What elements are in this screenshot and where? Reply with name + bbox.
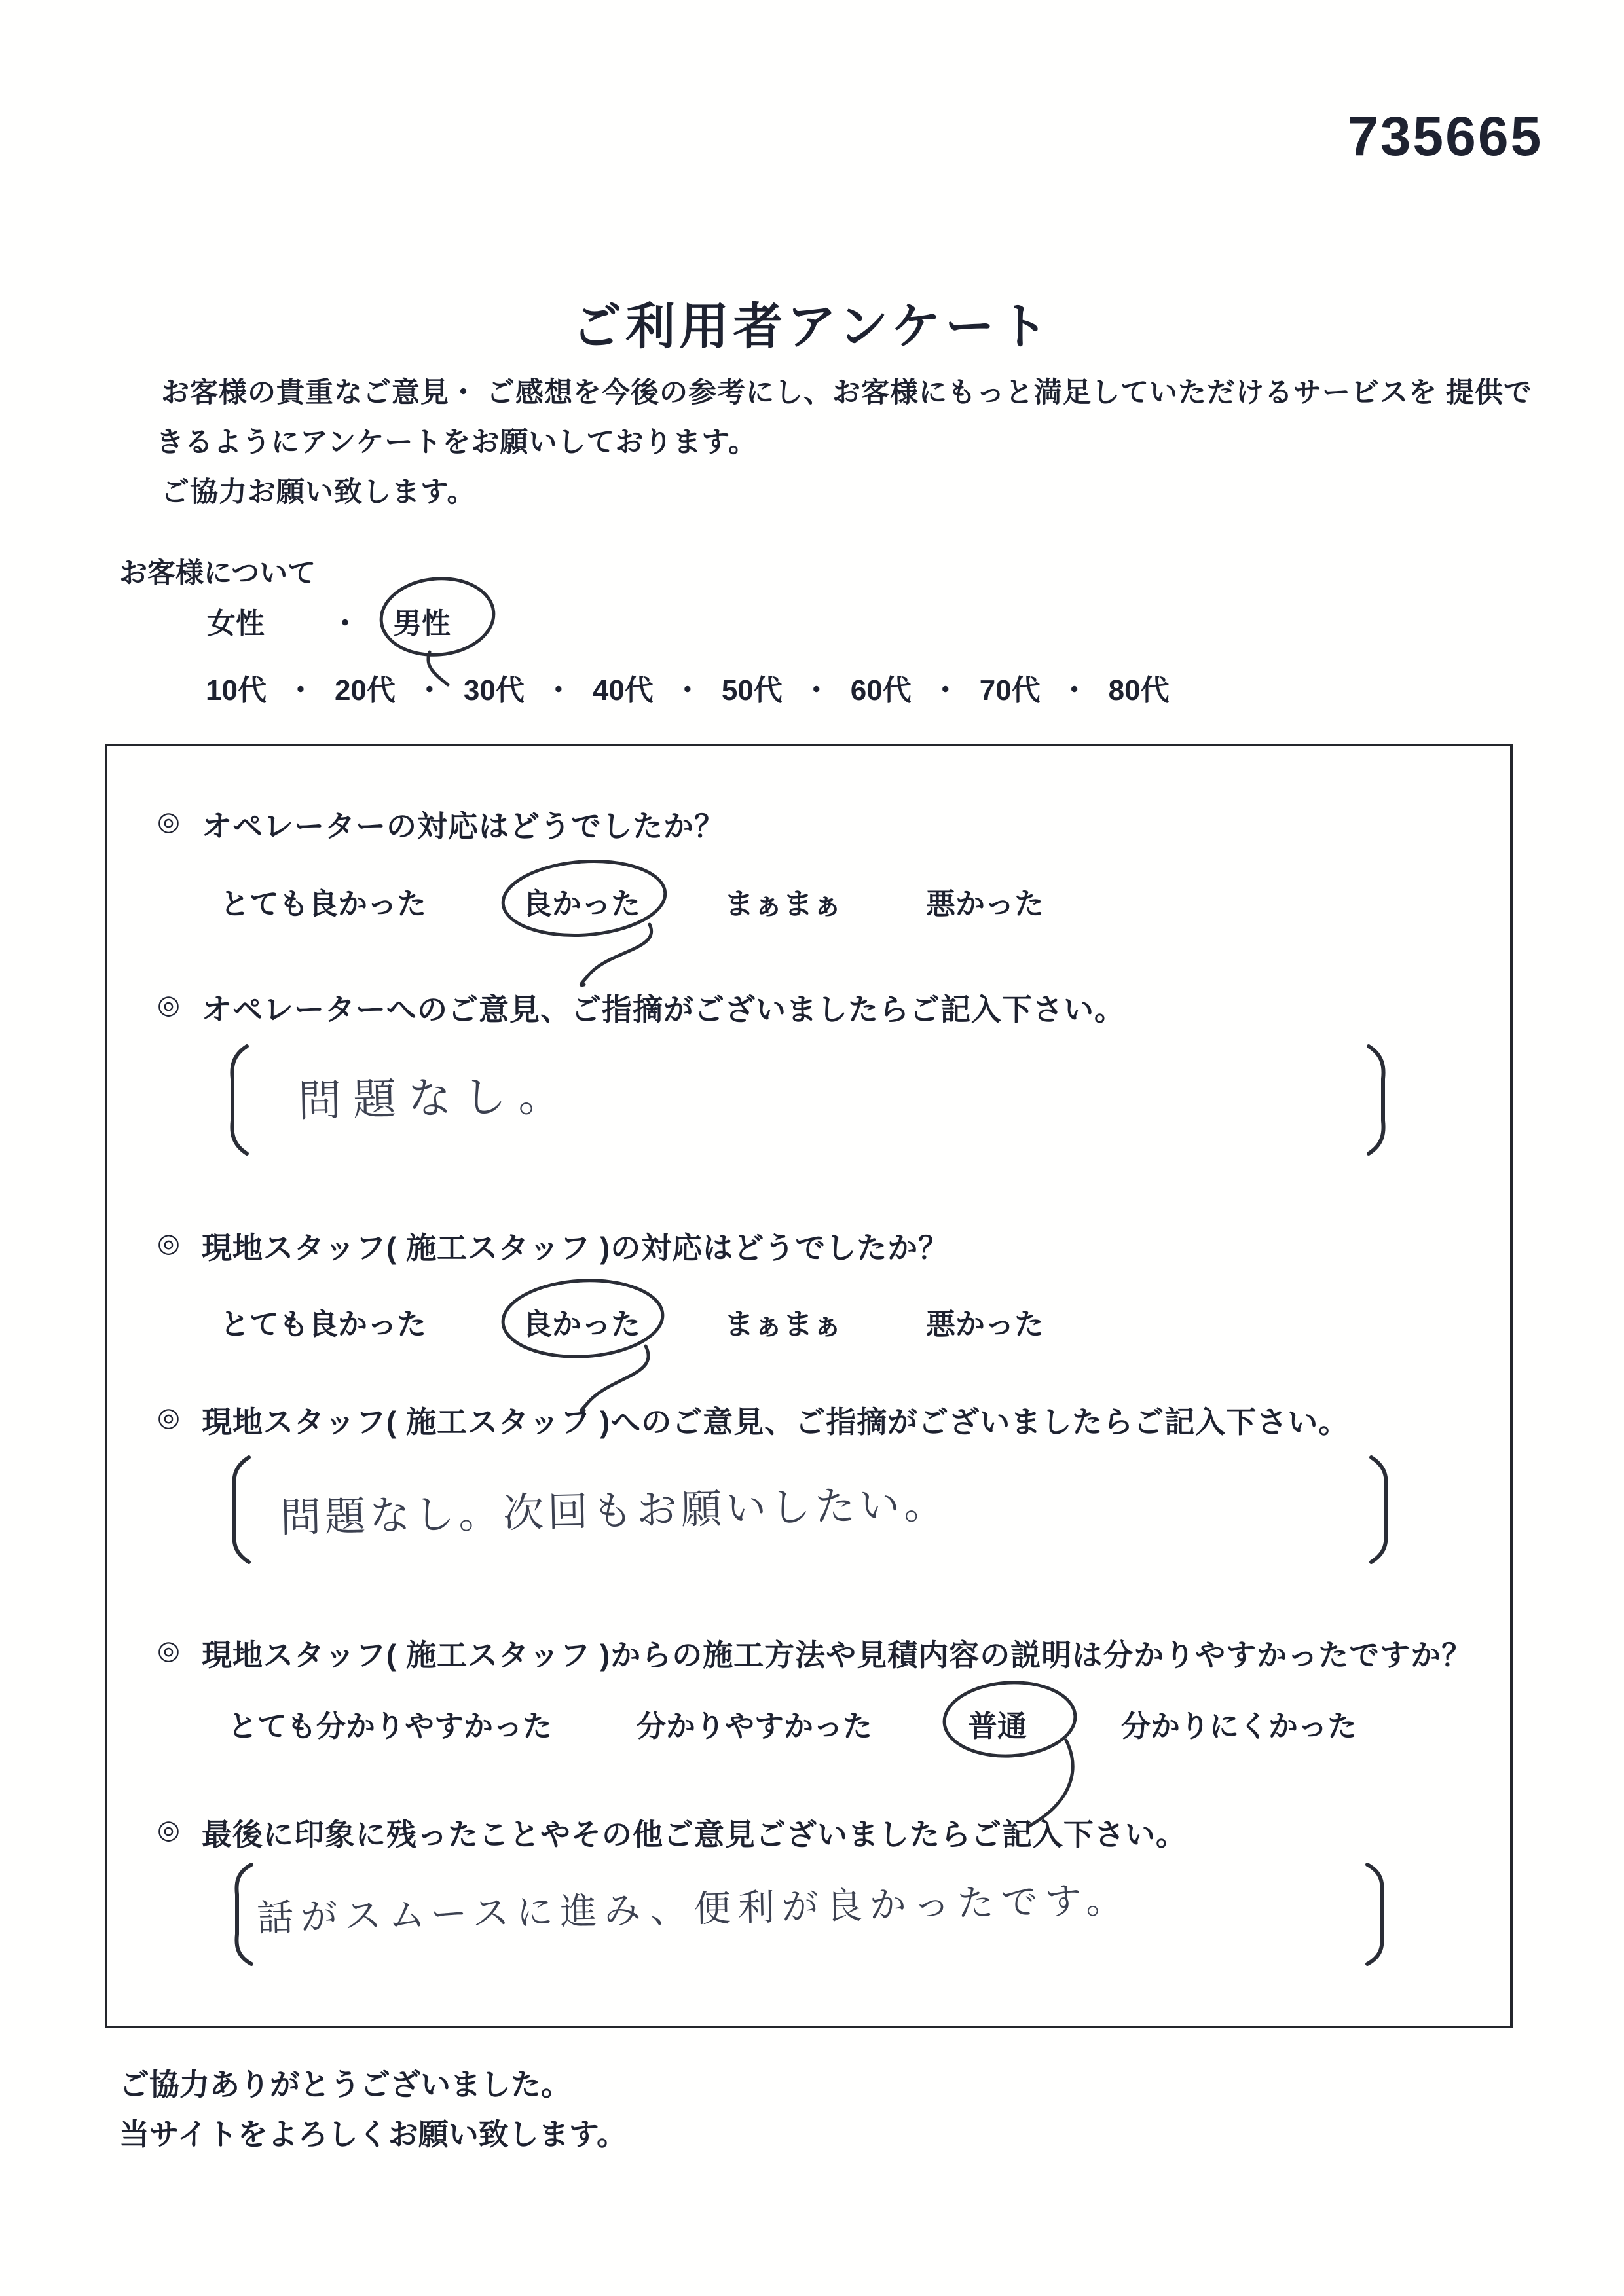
answer-bracket-right [1361,1044,1390,1156]
age-option: 50代 [721,674,783,706]
question-6-text: 最後に印象に残ったことやその他ご意見ございましたらご記入下さい。 [202,1817,1187,1851]
question-bullet: ◎ [157,1815,180,1844]
question-3-text: 現地スタッフ( 施工スタッフ )の対応はどうでしたか？ [202,1231,950,1265]
q5-option-1: とても分かりやすかった [228,1709,553,1743]
document-number: 735665 [1348,105,1543,167]
q5-option-3-selected: 普通 [968,1709,1027,1743]
q3-option-4: 悪かった [926,1307,1044,1341]
answer-bracket-left [228,1455,257,1565]
question-bullet: ◎ [157,1229,180,1258]
question-bullet: ◎ [157,1636,180,1665]
answer-bracket-right [1363,1455,1392,1565]
age-option: 30代 [463,674,525,706]
dot-separator: ・ [1060,674,1089,706]
q1-option-3: まぁまぁ [724,887,843,920]
handwritten-answer-3: 話がスムースに進み、便利が良かったです。 [256,1879,1130,1939]
q1-option-2-selected: 良かった [523,887,641,920]
gender-option-male: 男性 [393,608,451,640]
q3-option-3: まぁまぁ [724,1307,843,1341]
handwritten-answer-1: 問題なし。 [297,1070,574,1125]
age-option: 60代 [850,674,912,706]
dot-separator: ・ [931,674,960,706]
selection-circle-q3 [490,1271,693,1419]
age-option: 40代 [592,674,654,706]
customer-section-heading: お客様について [119,558,316,589]
age-option: 20代 [334,674,396,706]
intro-line-3: ご協力お願い致します。 [161,477,476,508]
age-option: 10代 [206,674,267,706]
page-title: ご利用者アンケート [572,299,1052,355]
question-bullet: ◎ [157,807,180,836]
question-2-text: オペレーターへのご意見、ご指摘がございましたらご記入下さい。 [202,993,1125,1027]
answer-bracket-left [226,1044,255,1156]
dot-separator: ・ [673,674,702,706]
q5-option-2: 分かりやすかった [637,1709,873,1743]
intro-line-1: お客様の貴重なご意見・ ご感想を今後の参考にし、お客様にもっと満足していただけるサービスを 提供で [161,377,1532,409]
q1-option-4: 悪かった [926,887,1044,920]
q5-option-4: 分かりにくかった [1121,1709,1357,1743]
question-bullet: ◎ [157,991,180,1019]
question-1-text: オペレーターの対応はどうでしたか？ [202,809,725,843]
footer-line-2: 当サイトをよろしくお願い致します。 [119,2117,627,2151]
age-option: 80代 [1108,674,1170,706]
dot-separator: ・ [331,608,360,640]
dot-separator: ・ [802,674,831,706]
selection-circle-q1 [492,852,695,993]
age-option: 70代 [979,674,1041,706]
dot-separator: ・ [286,674,315,706]
handwritten-answer-2: 問題なし。次回もお願いしたい。 [280,1482,949,1541]
question-4-text: 現地スタッフ( 施工スタッフ )へのご意見、ご指摘がございましたらご記入下さい。 [202,1405,1350,1439]
intro-line-2: きるようにアンケートをお願いしております。 [156,427,757,458]
q1-option-1: とても良かった [220,887,427,920]
gender-option-female: 女性 [207,608,265,640]
question-5-text: 現地スタッフ( 施工スタッフ )からの施工方法や見積内容の説明は分かりやすかったですか？ [202,1638,1473,1672]
dot-separator: ・ [415,674,444,706]
age-options-row [206,666,1170,708]
q3-option-2-selected: 良かった [523,1307,641,1341]
answer-bracket-right [1359,1862,1388,1967]
footer-line-1: ご協力ありがとうございました。 [119,2068,571,2102]
q3-option-1: とても良かった [220,1307,427,1341]
answer-bracket-left [231,1862,259,1967]
question-bullet: ◎ [157,1403,180,1432]
dot-separator: ・ [544,674,573,706]
